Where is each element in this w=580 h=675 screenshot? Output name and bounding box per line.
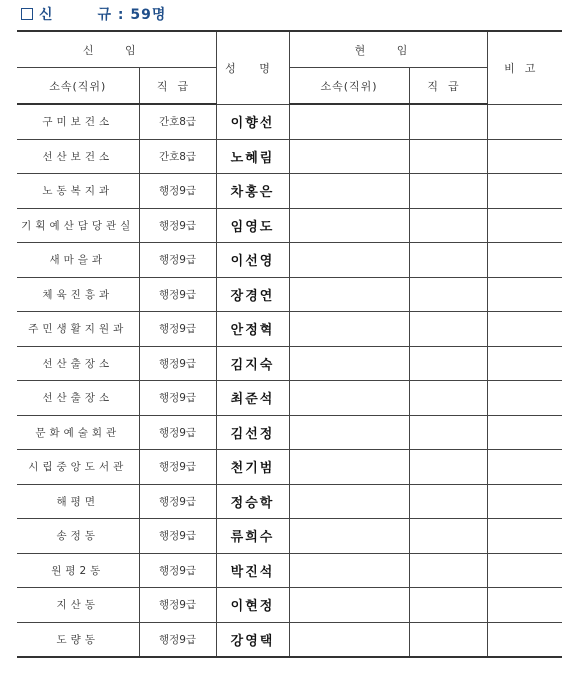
row-dept: 도량동 <box>17 622 139 657</box>
table-row <box>17 277 562 312</box>
row-name: 장경연 <box>216 277 289 312</box>
row-rank: 행정9급 <box>139 243 216 278</box>
row-name: 노혜림 <box>216 139 289 174</box>
title-scale: 규 : 59명 <box>97 7 167 23</box>
row-remarks <box>487 622 562 657</box>
row-current-rank <box>409 312 487 347</box>
table-row <box>17 312 562 347</box>
header-dept: 소속(직위) <box>17 68 139 105</box>
row-name: 김선정 <box>216 415 289 450</box>
row-remarks <box>487 415 562 450</box>
row-name: 정승학 <box>216 484 289 519</box>
table-row <box>17 519 562 554</box>
table-row <box>17 553 562 588</box>
table-row <box>17 208 562 243</box>
row-current-rank <box>409 208 487 243</box>
row-name: 박진석 <box>216 553 289 588</box>
row-remarks <box>487 484 562 519</box>
row-current-dept <box>289 243 409 278</box>
row-current-rank <box>409 553 487 588</box>
row-rank: 행정9급 <box>139 588 216 623</box>
row-current-rank <box>409 381 487 416</box>
header-name: 성 명 <box>216 31 289 104</box>
row-remarks <box>487 312 562 347</box>
row-remarks <box>487 174 562 209</box>
row-rank: 행정9급 <box>139 553 216 588</box>
row-name: 김지숙 <box>216 346 289 381</box>
header-rank: 직급 <box>139 68 216 105</box>
row-dept: 송정동 <box>17 519 139 554</box>
row-remarks <box>487 104 562 139</box>
row-remarks <box>487 588 562 623</box>
row-dept: 지산동 <box>17 588 139 623</box>
row-remarks <box>487 139 562 174</box>
row-name: 이선영 <box>216 243 289 278</box>
row-remarks <box>487 553 562 588</box>
row-rank: 행정9급 <box>139 415 216 450</box>
row-current-dept <box>289 312 409 347</box>
row-current-rank <box>409 139 487 174</box>
row-current-dept <box>289 346 409 381</box>
row-rank: 행정9급 <box>139 346 216 381</box>
row-rank: 행정9급 <box>139 312 216 347</box>
row-name: 이현정 <box>216 588 289 623</box>
row-current-rank <box>409 484 487 519</box>
row-remarks <box>487 208 562 243</box>
row-dept: 새마을과 <box>17 243 139 278</box>
row-dept: 문화예술회관 <box>17 415 139 450</box>
row-rank: 행정9급 <box>139 519 216 554</box>
row-current-dept <box>289 381 409 416</box>
row-current-rank <box>409 415 487 450</box>
row-dept: 선산출장소 <box>17 346 139 381</box>
table-row <box>17 346 562 381</box>
row-remarks <box>487 381 562 416</box>
section-title <box>21 3 166 25</box>
row-current-rank <box>409 622 487 657</box>
row-dept: 선산보건소 <box>17 139 139 174</box>
header-new-group: 신 임 <box>17 31 216 68</box>
empty-square-icon <box>21 8 33 20</box>
row-name: 강영택 <box>216 622 289 657</box>
header-current-dept: 소속(직위) <box>289 68 409 105</box>
row-dept: 원평2동 <box>17 553 139 588</box>
row-rank: 행정9급 <box>139 484 216 519</box>
row-dept: 구미보건소 <box>17 104 139 139</box>
row-dept: 선산출장소 <box>17 381 139 416</box>
row-current-rank <box>409 588 487 623</box>
personnel-table <box>17 30 562 658</box>
row-current-dept <box>289 104 409 139</box>
row-rank: 행정9급 <box>139 277 216 312</box>
row-current-rank <box>409 346 487 381</box>
row-current-dept <box>289 139 409 174</box>
row-name: 천기범 <box>216 450 289 485</box>
table-row <box>17 139 562 174</box>
row-rank: 간호8급 <box>139 104 216 139</box>
row-dept: 노동복지과 <box>17 174 139 209</box>
row-current-rank <box>409 243 487 278</box>
table-row <box>17 381 562 416</box>
row-remarks <box>487 346 562 381</box>
row-current-rank <box>409 450 487 485</box>
row-name: 안정혁 <box>216 312 289 347</box>
header-remarks: 비고 <box>487 31 562 104</box>
row-current-rank <box>409 277 487 312</box>
row-dept: 기획예산담당관실 <box>17 208 139 243</box>
row-name: 최준석 <box>216 381 289 416</box>
row-current-dept <box>289 208 409 243</box>
row-remarks <box>487 243 562 278</box>
table-row <box>17 243 562 278</box>
header-current-group: 현 임 <box>289 31 487 68</box>
row-remarks <box>487 277 562 312</box>
table-row <box>17 588 562 623</box>
row-dept: 주민생활지원과 <box>17 312 139 347</box>
table-row <box>17 174 562 209</box>
table-row <box>17 622 562 657</box>
row-current-dept <box>289 622 409 657</box>
row-rank: 행정9급 <box>139 174 216 209</box>
row-current-dept <box>289 450 409 485</box>
row-name: 류희수 <box>216 519 289 554</box>
row-rank: 행정9급 <box>139 622 216 657</box>
row-dept: 해평면 <box>17 484 139 519</box>
row-rank: 간호8급 <box>139 139 216 174</box>
table-row <box>17 450 562 485</box>
row-remarks <box>487 519 562 554</box>
row-rank: 행정9급 <box>139 381 216 416</box>
header-current-rank: 직급 <box>409 68 487 105</box>
row-current-dept <box>289 588 409 623</box>
row-dept: 시립중앙도서관 <box>17 450 139 485</box>
table-row <box>17 104 562 139</box>
row-remarks <box>487 450 562 485</box>
row-name: 이향선 <box>216 104 289 139</box>
row-name: 임영도 <box>216 208 289 243</box>
row-current-rank <box>409 104 487 139</box>
row-current-dept <box>289 277 409 312</box>
title-label: 신 <box>39 7 54 23</box>
row-rank: 행정9급 <box>139 208 216 243</box>
row-current-rank <box>409 174 487 209</box>
table-row <box>17 415 562 450</box>
row-name: 차홍은 <box>216 174 289 209</box>
table-row <box>17 484 562 519</box>
row-current-rank <box>409 519 487 554</box>
row-current-dept <box>289 553 409 588</box>
row-current-dept <box>289 174 409 209</box>
row-current-dept <box>289 484 409 519</box>
row-current-dept <box>289 415 409 450</box>
row-dept: 체육진흥과 <box>17 277 139 312</box>
row-rank: 행정9급 <box>139 450 216 485</box>
row-current-dept <box>289 519 409 554</box>
